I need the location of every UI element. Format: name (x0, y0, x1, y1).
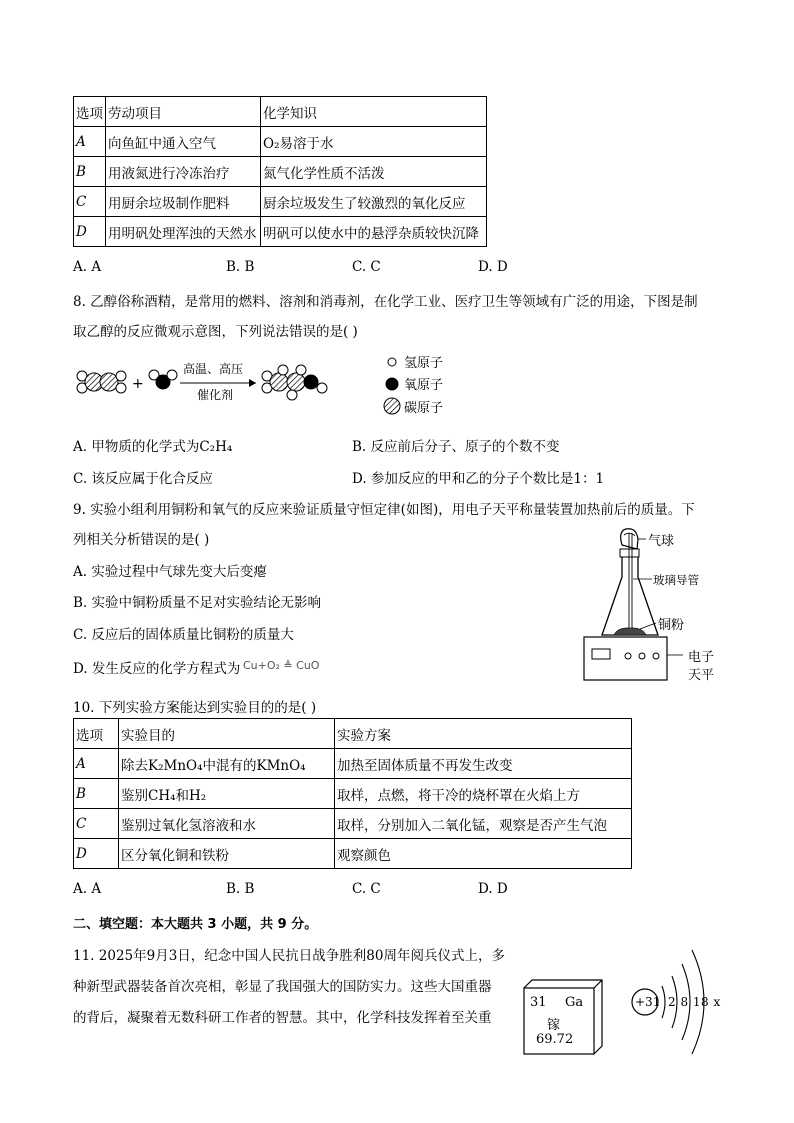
table-cell: 向鱼缸中通入空气 (106, 127, 261, 157)
q9-option-d[interactable]: D. 发生反应的化学方程式为 (73, 661, 241, 677)
q9-stem-line2: 列相关分析错误的是( ) (73, 532, 210, 548)
q8-option-b[interactable]: B. 反应前后分子、原子的个数不变 (352, 439, 560, 455)
table-header-cell: 选项 (74, 719, 119, 749)
table-row (74, 157, 487, 187)
element-mass: 69.72 (536, 1032, 574, 1047)
q9-option-c[interactable]: C. 反应后的固体质量比铜粉的质量大 (73, 627, 294, 643)
label-copper-powder: 铜粉 (658, 618, 685, 633)
table-cell: 取样，点燃，将干冷的烧杯罩在火焰上方 (335, 779, 632, 809)
condition-top: 高温、高压 (183, 362, 244, 376)
condition-bottom: 催化剂 (197, 388, 234, 402)
q7-table (73, 96, 487, 247)
q10-option-d[interactable]: D. D (478, 881, 508, 897)
table-row (74, 809, 632, 839)
q7-option-d[interactable]: D. D (478, 259, 508, 275)
table-cell: 厨余垃圾发生了较激烈的氧化反应 (261, 187, 487, 217)
legend-hydrogen: 氢原子 (404, 356, 444, 371)
q10-table (73, 718, 632, 869)
q9-option-b[interactable]: B. 实验中铜粉质量不足对实验结论无影响 (73, 595, 322, 611)
table-row (74, 187, 487, 217)
table-cell: 用明矾处理浑浊的天然水 (106, 217, 261, 247)
q11-line3: 的背后，凝聚着无数科研工作者的智慧。其中，化学科技发挥着至关重 (73, 1010, 492, 1026)
table-header-cell: 实验目的 (119, 719, 335, 749)
element-symbol: Ga (565, 995, 584, 1010)
molecule-c2h5oh (262, 365, 327, 400)
q7-option-b[interactable]: B. B (226, 259, 255, 275)
q10-option-b[interactable]: B. B (226, 881, 255, 897)
q11-line2: 种新型武器装备首次亮相，彰显了我国强大的国防实力。这些大国重器 (73, 979, 492, 995)
legend-carbon: 碳原子 (404, 401, 444, 416)
q10-option-a[interactable]: A. A (73, 881, 102, 897)
table-cell: 加热至固体质量不再发生改变 (335, 749, 632, 779)
table-header-cell: 选项 (74, 97, 106, 127)
table-header-row (74, 97, 487, 127)
table-cell: 观察颜色 (335, 839, 632, 869)
nucleus-charge: +31 (635, 995, 661, 1009)
balance-display (592, 649, 610, 659)
label-glass-tube: 玻璃导管 (653, 573, 699, 587)
q9-option-a[interactable]: A. 实验过程中气球先变大后变瘪 (73, 564, 267, 580)
table-cell: 区分氧化铜和铁粉 (119, 839, 335, 869)
balance-button[interactable] (653, 653, 659, 659)
hydrogen-symbol (388, 358, 396, 366)
table-header-cell: 实验方案 (335, 719, 632, 749)
q7-option-a[interactable]: A. A (73, 259, 102, 275)
balance-button[interactable] (639, 653, 645, 659)
table-cell: D (74, 217, 106, 247)
electron-shells: 2 8 18 x (668, 995, 721, 1009)
q8-option-c[interactable]: C. 该反应属于化合反应 (73, 471, 213, 487)
conical-flask (602, 557, 658, 635)
element-name: 镓 (547, 1018, 561, 1033)
table-header-row (74, 719, 632, 749)
table-cell: 鉴别过氧化氢溶液和水 (119, 809, 335, 839)
molecule-c2h4 (77, 371, 126, 393)
q10-option-c[interactable]: C. C (352, 881, 381, 897)
q8-stem-line2: 取乙醇的反应微观示意图，下列说法错误的是( ) (73, 324, 358, 340)
label-balance-line2: 天平 (688, 668, 715, 683)
balance-button[interactable] (625, 653, 631, 659)
table-header-cell: 化学知识 (261, 97, 487, 127)
table-cell: 除去K₂MnO₄中混有的KMnO₄ (119, 749, 335, 779)
oxygen-symbol (386, 378, 398, 390)
table-cell: D (74, 839, 119, 869)
label-balloon: 气球 (648, 534, 675, 549)
molecule-h2o (149, 370, 177, 389)
table-cell: 鉴别CH₄和H₂ (119, 779, 335, 809)
table-cell: 氮气化学性质不活泼 (261, 157, 487, 187)
table-cell: O₂易溶于水 (261, 127, 487, 157)
table-cell: A (74, 127, 106, 157)
q9-stem-line1: 9. 实验小组利用铜粉和氧气的反应来验证质量守恒定律(如图)，用电子天平称量装置加热前后的质量。下 (73, 502, 695, 518)
q10-stem: 10. 下列实验方案能达到实验目的的是( ) (73, 700, 317, 716)
table-cell: 用厨余垃圾制作肥料 (106, 187, 261, 217)
q11-line1: 11. 2025年9月3日，纪念中国人民抗日战争胜利80周年阅兵仪式上，多 (73, 948, 505, 964)
q9-equation: Cu+O₂ ≜ CuO (243, 659, 320, 672)
carbon-symbol (384, 398, 400, 414)
section-heading: 二、填空题：本大题共 3 小题，共 9 分。 (73, 917, 318, 932)
table-cell: B (74, 157, 106, 187)
element-number: 31 (530, 995, 547, 1010)
table-cell: 明矾可以使水中的悬浮杂质较快沉降 (261, 217, 487, 247)
q8-option-d[interactable]: D. 参加反应的甲和乙的分子个数比是1：1 (352, 471, 605, 487)
table-row (74, 749, 632, 779)
legend-oxygen: 氧原子 (404, 378, 444, 393)
table-row (74, 839, 632, 869)
label-balance-line1: 电子 (688, 650, 715, 665)
table-cell: 取样，分别加入二氧化锰，观察是否产生气泡 (335, 809, 632, 839)
table-row (74, 779, 632, 809)
table-cell: C (74, 809, 119, 839)
table-cell: A (74, 749, 119, 779)
table-cell: 用液氮进行冷冻治疗 (106, 157, 261, 187)
plus-sign: + (132, 376, 144, 392)
q7-option-c[interactable]: C. C (352, 259, 381, 275)
table-cell: B (74, 779, 119, 809)
table-row (74, 217, 487, 247)
q8-stem-line1: 8. 乙醇俗称酒精，是常用的燃料、溶剂和消毒剂，在化学工业、医疗卫生等领域有广泛的用途，下图是制 (73, 294, 698, 310)
table-row (74, 127, 487, 157)
q8-option-a[interactable]: A. 甲物质的化学式为C₂H₄ (73, 439, 233, 455)
table-header-cell: 劳动项目 (106, 97, 261, 127)
table-cell: C (74, 187, 106, 217)
